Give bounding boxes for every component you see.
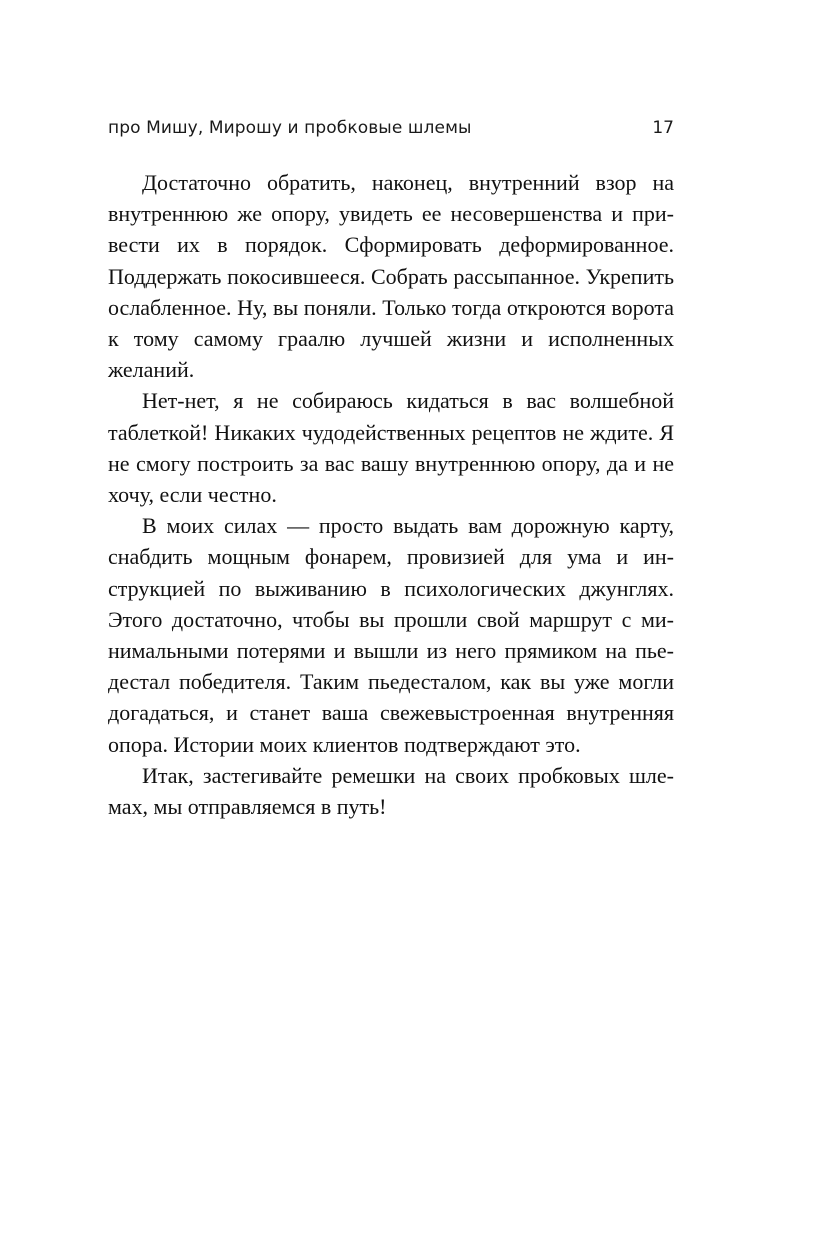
paragraph: Итак, застегивайте ремешки на своих пробковых шлемах, мы отправляемся в путь!: [108, 762, 674, 820]
body-text: [108, 167, 674, 822]
running-title: про Мишу, Мирошу и пробковые шлемы: [108, 118, 472, 138]
paragraph: Нет-нет, я не собираюсь кидаться в вас волшебной таблеткой! Никаких чудодейственных рецептов не ждите. Я не смогу построить за вас вашу внутреннюю опору, да и не хочу, если честно.: [108, 388, 674, 508]
paragraph: В моих силах — просто выдать вам дорожную карту, снабдить мощным фонарем, провизией для ума и инструкцией по выживанию в психологических джунглях. Этого достаточно, чтобы вы прошли свой маршрут с минимальными потерями и вышли из него прямиком на пьедестал победителя. Таким пьедесталом, как вы уже могли догадаться, и станет ваша свежевыстроенная внутренняя опора. Истории моих клиентов подтверждают это.: [108, 513, 674, 757]
page-number: 17: [652, 118, 674, 138]
paragraph: Достаточно обратить, наконец, внутренний взор на внутреннюю же опору, увидеть ее несовершенства и привести их в порядок. Сформировать деформированное. Поддержать покосившееся. Собрать рассыпанное. Укрепить ослабленное. Ну, вы поняли. Только тогда откроются ворота к тому самому граалю лучшей жизни и исполненных желаний.: [108, 170, 674, 383]
running-header: [108, 118, 674, 144]
